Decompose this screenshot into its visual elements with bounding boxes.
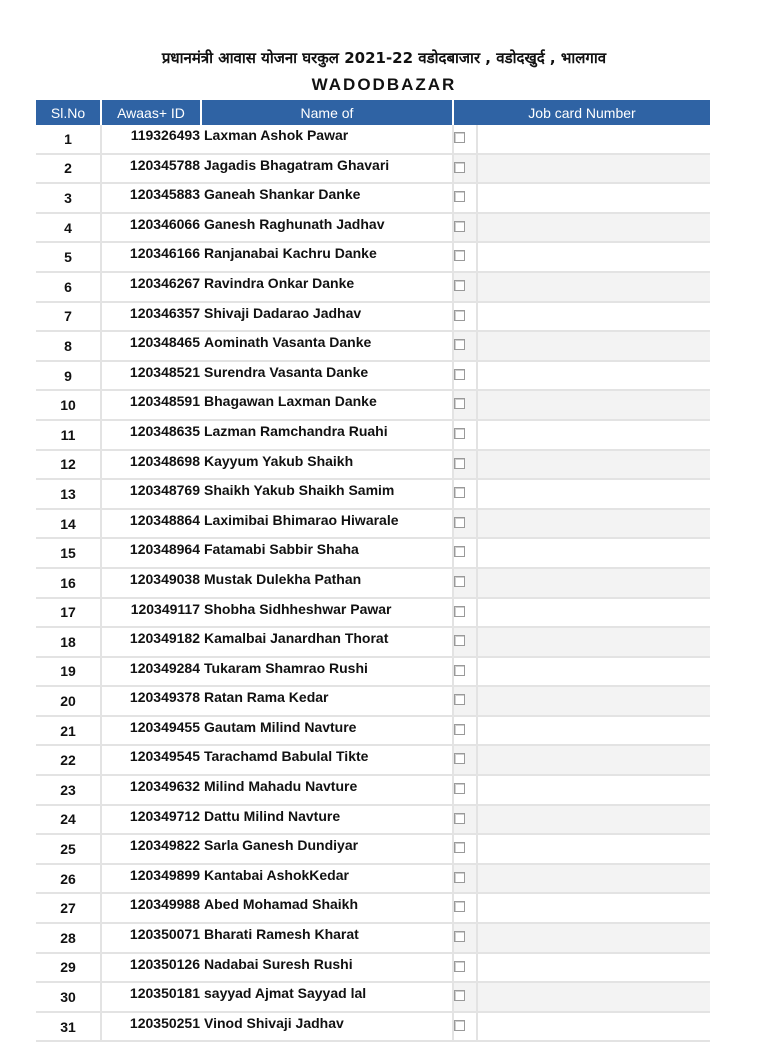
row-awaas-id: 120349822: [102, 835, 202, 865]
row-job-card-cell: [454, 599, 710, 629]
row-job-card-number: [476, 865, 710, 893]
table-row: [36, 332, 710, 362]
row-checkbox[interactable]: [454, 694, 465, 705]
column-header-awaas-id: Awaas+ ID: [102, 100, 202, 125]
row-name: Surendra Vasanta Danke: [202, 362, 454, 392]
row-job-card-cell: [454, 894, 710, 924]
row-awaas-id: 120350181: [102, 983, 202, 1013]
table-row: [36, 421, 710, 451]
row-sl-no: 28: [36, 924, 102, 954]
row-job-card-cell: [454, 273, 710, 303]
table-row: [36, 865, 710, 895]
table-row: [36, 391, 710, 421]
row-checkbox[interactable]: [454, 517, 465, 528]
row-awaas-id: 120350071: [102, 924, 202, 954]
row-job-card-number: [476, 628, 710, 656]
row-sl-no: 25: [36, 835, 102, 865]
row-awaas-id: 120350251: [102, 1013, 202, 1042]
row-job-card-cell: [454, 510, 710, 540]
row-job-card-cell: [454, 658, 710, 688]
row-name: Ravindra Onkar Danke: [202, 273, 454, 303]
table-row: [36, 687, 710, 717]
row-awaas-id: 120348698: [102, 451, 202, 481]
row-checkbox[interactable]: [454, 487, 465, 498]
row-name: Shivaji Dadarao Jadhav: [202, 303, 454, 333]
row-checkbox[interactable]: [454, 369, 465, 380]
row-name: Nadabai Suresh Rushi: [202, 954, 454, 984]
row-name: Ranjanabai Kachru Danke: [202, 243, 454, 273]
row-awaas-id: 120349545: [102, 746, 202, 776]
table-row: [36, 510, 710, 540]
row-sl-no: 14: [36, 510, 102, 540]
row-awaas-id: 120349899: [102, 865, 202, 895]
row-sl-no: 15: [36, 539, 102, 569]
row-awaas-id: 120348864: [102, 510, 202, 540]
row-checkbox[interactable]: [454, 339, 465, 350]
row-name: Abed Mohamad Shaikh: [202, 894, 454, 924]
row-job-card-number: [476, 687, 710, 715]
beneficiary-table: [36, 100, 710, 1042]
row-job-card-number: [476, 806, 710, 834]
row-name: Laximibai Bhimarao Hiwarale: [202, 510, 454, 540]
table-row: [36, 362, 710, 392]
row-sl-no: 22: [36, 746, 102, 776]
table-row: [36, 303, 710, 333]
row-sl-no: 29: [36, 954, 102, 984]
table-header-row: [36, 100, 710, 125]
row-job-card-number: [476, 421, 710, 449]
row-checkbox[interactable]: [454, 162, 465, 173]
row-awaas-id: 119326493: [102, 125, 202, 155]
row-awaas-id: 120349632: [102, 776, 202, 806]
row-job-card-number: [476, 539, 710, 567]
table-row: [36, 776, 710, 806]
row-job-card-number: [476, 746, 710, 774]
row-sl-no: 17: [36, 599, 102, 629]
row-job-card-cell: [454, 391, 710, 421]
row-job-card-cell: [454, 835, 710, 865]
table-row: [36, 125, 710, 155]
row-checkbox[interactable]: [454, 931, 465, 942]
row-sl-no: 7: [36, 303, 102, 333]
table-row: [36, 658, 710, 688]
row-sl-no: 12: [36, 451, 102, 481]
row-awaas-id: 120349712: [102, 806, 202, 836]
row-sl-no: 26: [36, 865, 102, 895]
row-checkbox[interactable]: [454, 842, 465, 853]
row-name: Bhagawan Laxman Danke: [202, 391, 454, 421]
row-sl-no: 10: [36, 391, 102, 421]
row-name: Ratan Rama Kedar: [202, 687, 454, 717]
row-job-card-number: [476, 983, 710, 1011]
row-checkbox[interactable]: [454, 250, 465, 261]
table-row: [36, 214, 710, 244]
row-job-card-cell: [454, 776, 710, 806]
row-awaas-id: 120350126: [102, 954, 202, 984]
row-name: Ganeah Shankar Danke: [202, 184, 454, 214]
table-row: [36, 480, 710, 510]
row-awaas-id: 120349378: [102, 687, 202, 717]
row-job-card-cell: [454, 983, 710, 1013]
table-row: [36, 451, 710, 481]
row-sl-no: 16: [36, 569, 102, 599]
row-sl-no: 23: [36, 776, 102, 806]
row-awaas-id: 120345883: [102, 184, 202, 214]
row-job-card-number: [476, 451, 710, 479]
row-job-card-number: [476, 717, 710, 745]
row-job-card-number: [476, 1013, 710, 1041]
row-sl-no: 30: [36, 983, 102, 1013]
row-name: Vinod Shivaji Jadhav: [202, 1013, 454, 1042]
row-job-card-number: [476, 599, 710, 627]
row-sl-no: 6: [36, 273, 102, 303]
row-job-card-number: [476, 155, 710, 183]
row-awaas-id: 120349988: [102, 894, 202, 924]
row-checkbox[interactable]: [454, 901, 465, 912]
row-job-card-number: [476, 332, 710, 360]
row-job-card-cell: [454, 155, 710, 185]
table-row: [36, 954, 710, 984]
row-awaas-id: 120346166: [102, 243, 202, 273]
row-checkbox[interactable]: [454, 398, 465, 409]
row-awaas-id: 120345788: [102, 155, 202, 185]
row-job-card-cell: [454, 125, 710, 155]
row-checkbox[interactable]: [454, 606, 465, 617]
row-checkbox[interactable]: [454, 990, 465, 1001]
row-checkbox[interactable]: [454, 1020, 465, 1031]
row-checkbox[interactable]: [454, 280, 465, 291]
row-awaas-id: 120348964: [102, 539, 202, 569]
row-name: Milind Mahadu Navture: [202, 776, 454, 806]
row-checkbox[interactable]: [454, 813, 465, 824]
table-row: [36, 273, 710, 303]
row-job-card-cell: [454, 421, 710, 451]
table-row: [36, 894, 710, 924]
row-job-card-cell: [454, 628, 710, 658]
row-job-card-number: [476, 894, 710, 922]
row-name: Tarachamd Babulal Tikte: [202, 746, 454, 776]
row-name: Dattu Milind Navture: [202, 806, 454, 836]
row-name: Kamalbai Janardhan Thorat: [202, 628, 454, 658]
row-job-card-cell: [454, 184, 710, 214]
row-checkbox[interactable]: [454, 221, 465, 232]
row-checkbox[interactable]: [454, 132, 465, 143]
row-checkbox[interactable]: [454, 635, 465, 646]
table-row: [36, 806, 710, 836]
row-sl-no: 4: [36, 214, 102, 244]
table-row: [36, 569, 710, 599]
row-sl-no: 20: [36, 687, 102, 717]
row-awaas-id: 120349455: [102, 717, 202, 747]
row-name: sayyad Ajmat Sayyad lal: [202, 983, 454, 1013]
row-job-card-cell: [454, 539, 710, 569]
row-job-card-cell: [454, 569, 710, 599]
row-awaas-id: 120348521: [102, 362, 202, 392]
row-checkbox[interactable]: [454, 458, 465, 469]
row-job-card-cell: [454, 480, 710, 510]
row-job-card-number: [476, 924, 710, 952]
row-name: Jagadis Bhagatram Ghavari: [202, 155, 454, 185]
row-sl-no: 18: [36, 628, 102, 658]
row-job-card-cell: [454, 865, 710, 895]
row-name: Shaikh Yakub Shaikh Samim: [202, 480, 454, 510]
row-sl-no: 19: [36, 658, 102, 688]
row-awaas-id: 120349117: [102, 599, 202, 629]
row-job-card-cell: [454, 303, 710, 333]
column-header-name: Name of: [202, 100, 454, 125]
table-row: [36, 243, 710, 273]
row-checkbox[interactable]: [454, 546, 465, 557]
row-job-card-number: [476, 480, 710, 508]
row-job-card-cell: [454, 954, 710, 984]
row-job-card-cell: [454, 806, 710, 836]
document-title-hindi: प्रधानमंत्री आवास योजना घरकुल 2021-22 वडोदबाजार , वडोदखुर्द , भालगाव: [161, 49, 607, 67]
row-sl-no: 9: [36, 362, 102, 392]
row-awaas-id: 120346066: [102, 214, 202, 244]
row-job-card-cell: [454, 243, 710, 273]
table-row: [36, 746, 710, 776]
row-job-card-number: [476, 125, 710, 153]
row-job-card-cell: [454, 924, 710, 954]
row-awaas-id: 120348465: [102, 332, 202, 362]
row-job-card-cell: [454, 451, 710, 481]
row-name: Sarla Ganesh Dundiyar: [202, 835, 454, 865]
row-job-card-number: [476, 243, 710, 271]
column-header-sl-no: Sl.No: [36, 100, 102, 125]
table-row: [36, 539, 710, 569]
row-checkbox[interactable]: [454, 665, 465, 676]
table-row: [36, 924, 710, 954]
row-job-card-number: [476, 303, 710, 331]
row-job-card-cell: [454, 362, 710, 392]
row-checkbox[interactable]: [454, 724, 465, 735]
row-awaas-id: 120348769: [102, 480, 202, 510]
row-job-card-cell: [454, 746, 710, 776]
row-name: Laxman Ashok Pawar: [202, 125, 454, 155]
document-title-english: WADODBAZAR: [311, 75, 457, 94]
row-sl-no: 3: [36, 184, 102, 214]
row-job-card-cell: [454, 332, 710, 362]
table-row: [36, 184, 710, 214]
table-row: [36, 717, 710, 747]
row-name: Kantabai AshokKedar: [202, 865, 454, 895]
row-sl-no: 1: [36, 125, 102, 155]
row-sl-no: 21: [36, 717, 102, 747]
row-job-card-number: [476, 362, 710, 390]
table-row: [36, 155, 710, 185]
row-awaas-id: 120348591: [102, 391, 202, 421]
row-job-card-cell: [454, 687, 710, 717]
row-checkbox[interactable]: [454, 961, 465, 972]
row-job-card-cell: [454, 214, 710, 244]
row-awaas-id: 120349038: [102, 569, 202, 599]
table-row: [36, 1013, 710, 1042]
row-job-card-cell: [454, 1013, 710, 1042]
row-job-card-number: [476, 835, 710, 863]
row-checkbox[interactable]: [454, 753, 465, 764]
row-name: Shobha Sidhheshwar Pawar: [202, 599, 454, 629]
row-awaas-id: 120346357: [102, 303, 202, 333]
table-row: [36, 835, 710, 865]
row-name: Ganesh Raghunath Jadhav: [202, 214, 454, 244]
row-sl-no: 13: [36, 480, 102, 510]
row-job-card-number: [476, 510, 710, 538]
row-job-card-number: [476, 776, 710, 804]
row-job-card-number: [476, 954, 710, 982]
row-name: Tukaram Shamrao Rushi: [202, 658, 454, 688]
row-checkbox[interactable]: [454, 310, 465, 321]
row-job-card-number: [476, 273, 710, 301]
row-name: Gautam Milind Navture: [202, 717, 454, 747]
row-awaas-id: 120346267: [102, 273, 202, 303]
row-sl-no: 24: [36, 806, 102, 836]
row-name: Kayyum Yakub Shaikh: [202, 451, 454, 481]
row-name: Aominath Vasanta Danke: [202, 332, 454, 362]
table-row: [36, 628, 710, 658]
row-awaas-id: 120349284: [102, 658, 202, 688]
row-sl-no: 31: [36, 1013, 102, 1042]
row-name: Bharati Ramesh Kharat: [202, 924, 454, 954]
row-name: Lazman Ramchandra Ruahi: [202, 421, 454, 451]
row-sl-no: 8: [36, 332, 102, 362]
row-awaas-id: 120348635: [102, 421, 202, 451]
row-job-card-number: [476, 214, 710, 242]
table-row: [36, 983, 710, 1013]
row-name: Fatamabi Sabbir Shaha: [202, 539, 454, 569]
row-sl-no: 2: [36, 155, 102, 185]
row-checkbox[interactable]: [454, 428, 465, 439]
row-awaas-id: 120349182: [102, 628, 202, 658]
row-sl-no: 5: [36, 243, 102, 273]
row-checkbox[interactable]: [454, 783, 465, 794]
row-checkbox[interactable]: [454, 191, 465, 202]
table-row: [36, 599, 710, 629]
row-sl-no: 27: [36, 894, 102, 924]
row-job-card-number: [476, 391, 710, 419]
row-job-card-number: [476, 184, 710, 212]
column-header-job-card: Job card Number: [454, 100, 710, 125]
row-checkbox[interactable]: [454, 872, 465, 883]
row-checkbox[interactable]: [454, 576, 465, 587]
row-job-card-number: [476, 658, 710, 686]
row-sl-no: 11: [36, 421, 102, 451]
row-job-card-cell: [454, 717, 710, 747]
row-job-card-number: [476, 569, 710, 597]
row-name: Mustak Dulekha Pathan: [202, 569, 454, 599]
